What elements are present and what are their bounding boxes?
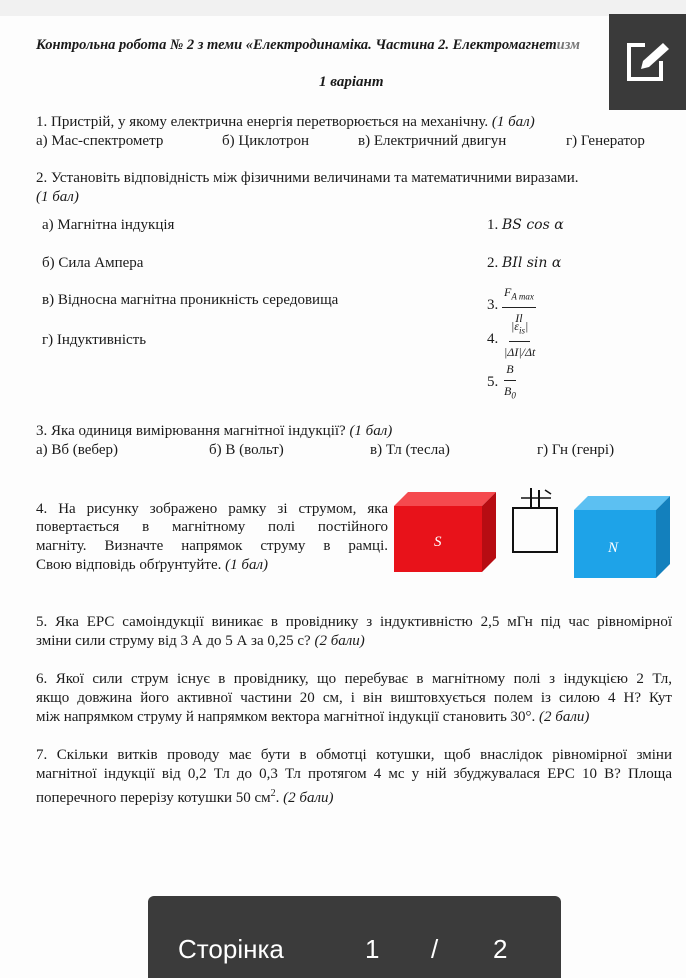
q2-text: 2. Установіть відповідність між фізичними величинами та математичними виразами. [36, 170, 579, 186]
frame-loop [513, 508, 557, 552]
viewer-top-strip [0, 0, 686, 16]
q4-line-2: повертається в магнітному полі постійного [36, 519, 388, 535]
page-label: Сторінка [178, 934, 284, 964]
q7-line-3: поперечного перерізу котушки 50 $см^2$. (2 бали) [36, 788, 334, 806]
edit-button[interactable] [609, 14, 686, 110]
q3-text: 3. Яка одиниця вимірювання магнітної індукції? (1 бал) [36, 423, 393, 439]
edit-icon [625, 39, 671, 85]
q2-points: (1 бал) [36, 189, 79, 205]
q2-left-a: а) Магнітна індукція [42, 217, 175, 233]
q6-line-3: між напрямком струму й напрямком вектора магнітної індукції становить 30°. (2 бали) [36, 709, 590, 725]
q3-option-a: а) Вб (вебер) [36, 442, 119, 458]
magnet-s-pole [394, 492, 496, 574]
q4-line-1: 4. На рисунку зображено рамку зі струмом, яка [36, 501, 388, 517]
q6-line-1: 6. Якої сили струм існує в провіднику, що перебуває в магнітному полі з індукцією 2 Тл, [36, 671, 672, 687]
q3-option-b: б) В (вольт) [209, 442, 284, 458]
q7-line-2: магнітної індукції від 0,2 Тл до 0,3 Тл протягом 4 мс у ній збуджувалася ЕРС 10 В? Площа [36, 766, 672, 782]
page-separator: / [431, 934, 439, 964]
magnet-s-top-face [394, 492, 496, 506]
magnet-n-side-face [656, 496, 670, 578]
q2-formula-4: 4. $\frac{|\varepsilon_{is}|}{|\Delta I|/\Delta t}$ [487, 319, 536, 360]
q1-option-a: а) Мас-спектрометр [36, 133, 164, 149]
q2-formula-3: 3. $\frac{F_{A max}}{Il}$ [487, 285, 534, 326]
q2-left-b: б) Сила Ампера [42, 255, 144, 271]
q2-left-d: г) Індуктивність [42, 332, 147, 348]
q5-line-1: 5. Яка ЕРС самоіндукції виникає в провіднику з індуктивністю 2,5 мГн під час рівномірної [36, 614, 672, 630]
page-current: 1 [365, 934, 380, 964]
page-total: 2 [493, 934, 508, 964]
q1-option-d: г) Генератор [566, 133, 645, 149]
q4-line-3: магніту. Визначте напрямок струму в рамці. [36, 538, 388, 554]
magnet-n-top-face [574, 496, 670, 510]
document-title: Контрольна робота № 2 з теми «Електродинаміка. Частина 2. Електромагнетизм [36, 37, 580, 53]
q1-option-b: б) Циклотрон [222, 133, 310, 149]
q2-formula-2: 2. BIl sin α [487, 255, 562, 271]
q7-line-1: 7. Скільки витків проводу має бути в обмотці котушки, щоб внаслідок рівномірної зміни [36, 747, 672, 763]
magnet-s-side-face [482, 492, 496, 572]
magnet-n-label: N [608, 540, 619, 556]
page-indicator [148, 896, 561, 978]
current-frame-diagram [507, 486, 561, 556]
variant-heading: 1 варіант [319, 74, 384, 90]
q3-option-d: г) Гн (генрі) [537, 442, 615, 458]
frame-tick [545, 490, 551, 494]
q2-formula-5: 5. $\frac{B}{B_0}$ [487, 362, 516, 401]
q5-line-2: зміни сили струму від 3 А до 5 А за 0,25 с? (2 бали) [36, 633, 365, 649]
q1-text: 1. Пристрій, у якому електрична енергія перетворюється на механічну. (1 бал) [36, 114, 535, 130]
q2-formula-1: 1. BS cos α [487, 217, 564, 233]
q3-option-c: в) Тл (тесла) [370, 442, 450, 458]
q4-line-4: Свою відповідь обґрунтуйте. (1 бал) [36, 557, 268, 573]
q6-line-2: якщо довжина його активної частини 20 см, і він виштовхується полем із силою 4 Н? Кут [36, 690, 672, 706]
q2-left-c: в) Відносна магнітна проникність середовища [42, 292, 339, 308]
magnet-s-label: S [434, 534, 442, 550]
q1-option-c: в) Електричний двигун [358, 133, 507, 149]
magnet-n-pole [574, 496, 670, 578]
